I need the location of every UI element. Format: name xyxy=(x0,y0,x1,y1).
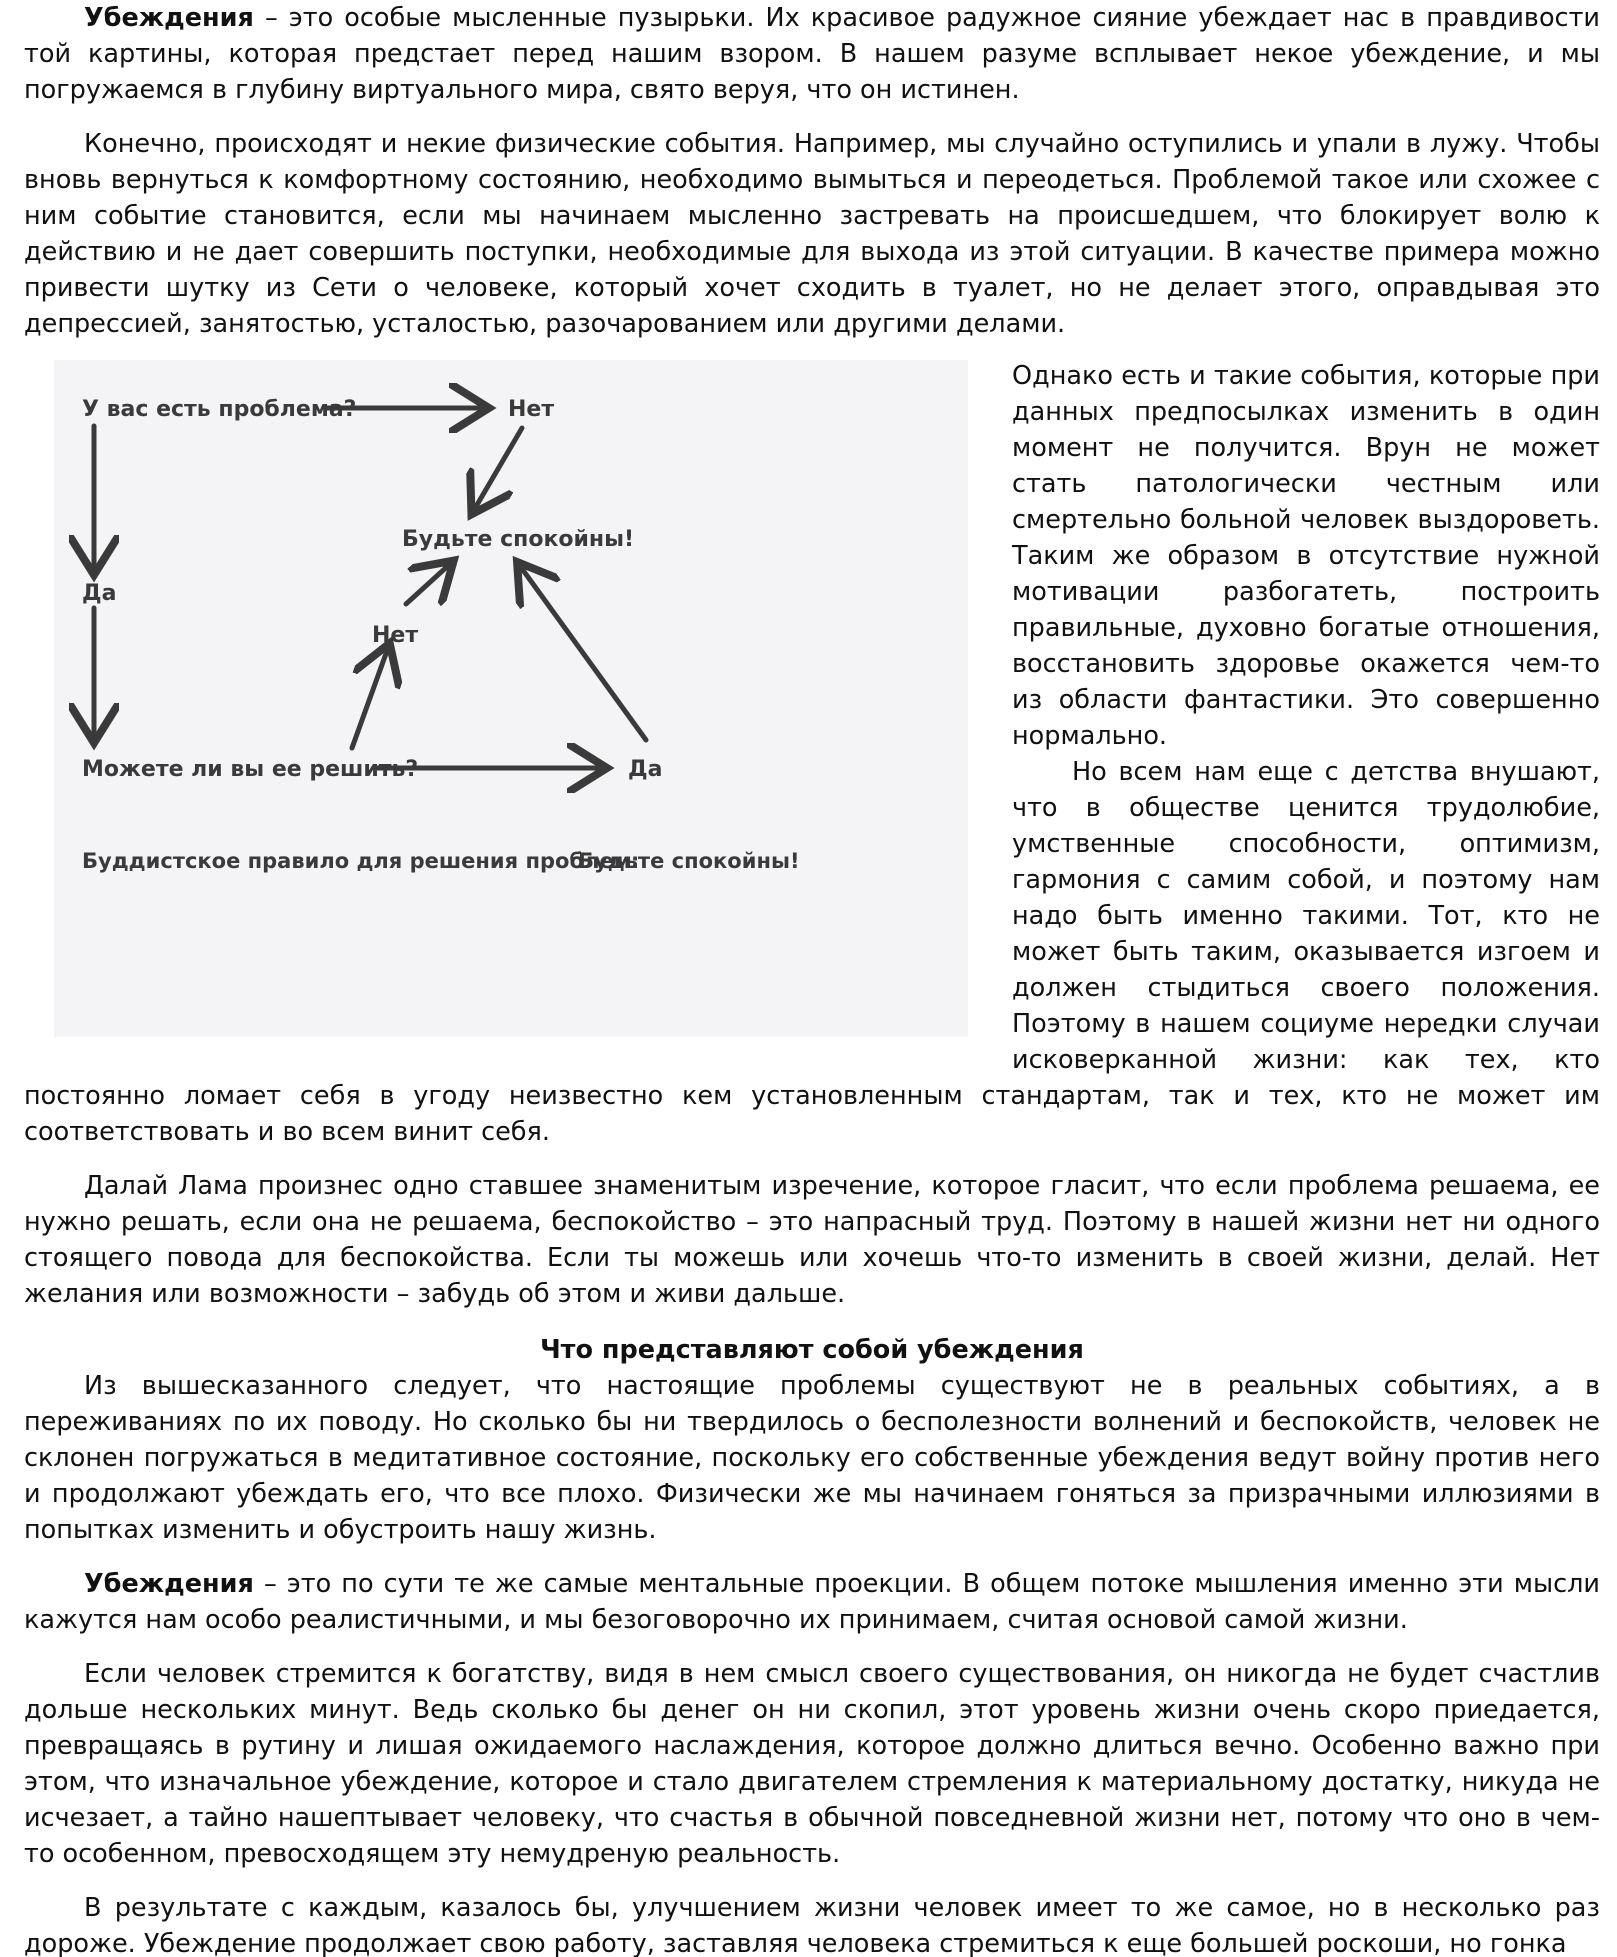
label-question-1: У вас есть проблема? xyxy=(82,397,357,422)
label-question-2: Можете ли вы ее решить? xyxy=(82,757,419,782)
paragraph-2: Конечно, происходят и некие физические события. Например, мы случайно оступились и упали в лужу. Чтобы вновь вернуться к комфортному состоянию, необходимо вымыться и переодеться. Проблемой такое или схожее с ним событие становится, если мы начинаем мысленно застревать на происшедшем, что блокирует волю к действию и не дает совершить поступки, необходимые для выхода из этой ситуации. В качестве примера можно привести шутку из Сети о человеке, который хочет сходить в туалет, но не делает этого, оправдывая это депрессией, занятостью, усталостью, разочарованием или другими делами. xyxy=(24,129,1600,339)
arrow-yes2-to-calm xyxy=(520,566,646,740)
arrow-no2-to-calm xyxy=(406,564,450,604)
buddhist-rule-diagram xyxy=(54,360,968,1037)
paragraph-4: Но всем нам еще с детства внушают, что в обществе ценится трудолюбие, умственные способности, оптимизм, гармония с самим собой, и поэтому нам надо быть именно такими. Тот, кто не может быть таким, оказывается изгоем и должен стыдиться своего положения. Поэтому в нашем социуме нередки случаи исковерканной жизни: как тех, кто постоянно ломает себя в угоду неизвестно кем установленным стандартам, так и тех, кто не может им соответствовать и во всем винит себя. xyxy=(24,757,1600,1147)
label-be-calm: Будьте спокойны! xyxy=(402,527,635,552)
arrow-no1-to-calm xyxy=(474,428,522,510)
paragraph-7: Убеждения – это по сути те же самые ментальные проекции. В общем потоке мышления именно эти мысли кажутся нам особо реалистичными, и мы безоговорочно их принимаем, считая основой самой жизни. xyxy=(24,1569,1600,1635)
paragraph-6: Из вышесказанного следует, что настоящие проблемы существуют не в реальных событиях, а в переживаниях по их поводу. Но сколько бы ни твердилось о бесполезности волнений и беспокойств, человек не склонен погружаться в медитативное состояние, поскольку его собственные убеждения ведут войну против него и продолжают убеждать его, что все плохо. Физически же мы начинаем гоняться за призрачными иллюзиями в попытках изменить и обустроить нашу жизнь. xyxy=(24,1371,1600,1545)
caption-be-calm: Будьте спокойны! xyxy=(578,849,800,873)
paragraph-5: Далай Лама произнес одно ставшее знаменитым изречение, которое гласит, что если проблема решаема, ее нужно решать, если она не решаема, беспокойство – это напрасный труд. Поэтому в нашей жизни нет ни одного стоящего повода для беспокойства. Если ты можешь или хочешь что-то изменить в своей жизни, делай. Нет желания или возможности – забудь об этом и живи дальше. xyxy=(24,1171,1600,1309)
term-beliefs-2: Убеждения xyxy=(84,1569,254,1599)
arrow-q2-to-no2 xyxy=(352,648,388,748)
diagram-svg xyxy=(54,360,968,1037)
paragraph-9: В результате с каждым, казалось бы, улучшением жизни человек имеет то же самое, но в несколько раз дороже. Убеждение продолжает свою работу, заставляя человека стремиться к еще большей роскоши, но гонка xyxy=(24,1893,1600,1957)
section-heading: Что представляют собой убеждения xyxy=(540,1335,1084,1365)
paragraph-8: Если человек стремится к богатству, видя в нем смысл своего существования, он никогда не будет счастлив дольше нескольких минут. Ведь сколько бы денег он ни скопил, этот уровень жизни очень скоро приедается, превращаясь в рутину и лишая ожидаемого наслаждения, которое должно длиться вечно. Особенно важно при этом, что изначальное убеждение, которое и стало двигателем стремления к материальному достатку, никуда не исчезает, а тайно нашептывает человеку, что счастья в обычной повседневной жизни нет, потому что оно в чем-то особенном, превосходящем эту немудреную реальность. xyxy=(24,1659,1600,1869)
label-no-1: Нет xyxy=(508,397,555,422)
caption-rule: Буддистское правило для решения проблем: xyxy=(82,849,640,873)
label-yes-1: Да xyxy=(82,581,117,606)
paragraph-1: Убеждения – это особые мысленные пузырьки. Их красивое радужное сияние убеждает нас в правдивости той картины, которая предстает перед нашим взором. В нашем разуме всплывает некое убеждение, и мы погружаемся в глубину виртуального мира, свято веруя, что он истинен. xyxy=(24,3,1600,105)
term-beliefs: Убеждения xyxy=(84,3,254,33)
paragraph-3: Однако есть и такие события, которые при данных предпосылках изменить в один момент не получится. Врун не может стать патологически честным или смертельно больной человек выздороветь. Таким же образом в отсутствие нужной мотивации разбогатеть, построить правильные, духовно богатые отношения, восстановить здоровье окажется чем-то из области фантастики. Это совершенно нормально. xyxy=(1012,361,1600,751)
label-no-2: Нет xyxy=(372,623,419,648)
label-yes-2: Да xyxy=(628,757,663,782)
